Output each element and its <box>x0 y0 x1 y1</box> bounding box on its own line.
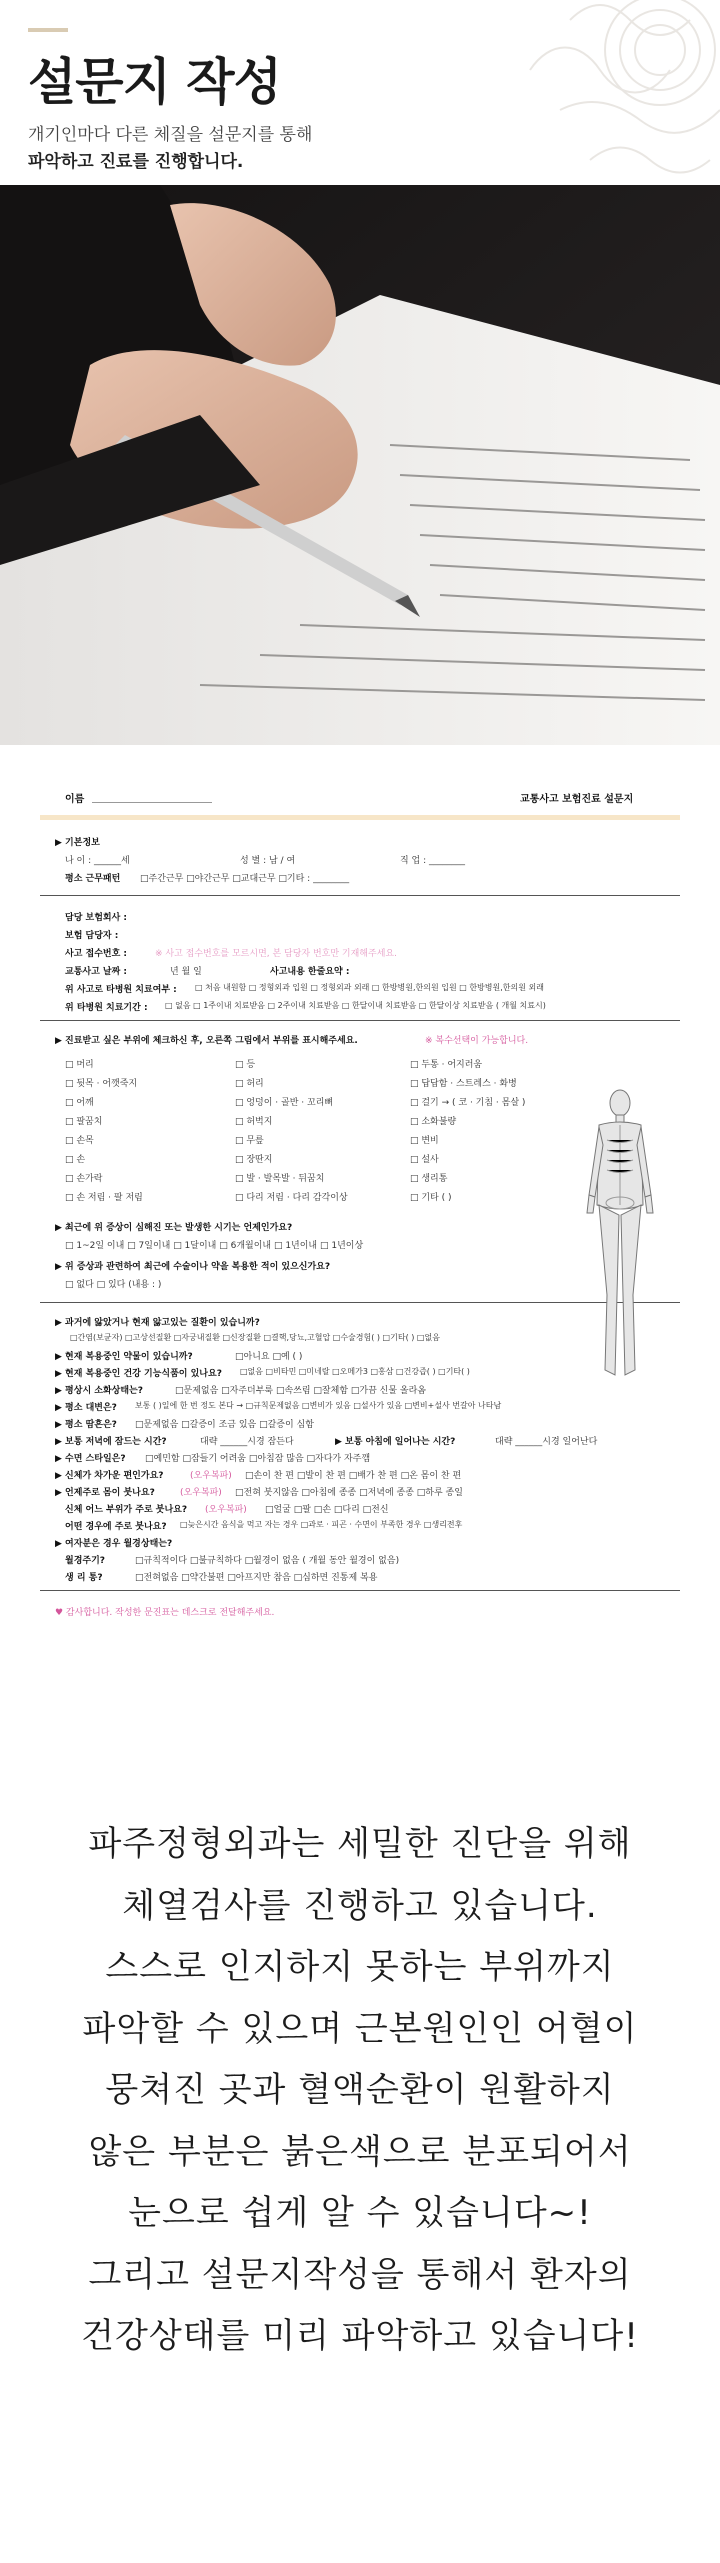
description-line: 파악할 수 있으며 근본원인인 어혈이 <box>82 2008 638 2049</box>
stool-question: ▶ 평소 대변은? <box>55 1403 117 1413</box>
description-line: 눈으로 쉽게 알 수 있습니다~! <box>128 2193 592 2233</box>
age-field: 나 이 : ______세 <box>65 856 130 866</box>
swelling-options: □전혀 붓지않음 □아침에 종종 □저녁에 종종 □하루 종일 <box>235 1488 463 1498</box>
basic-info-heading: ▶ 기본정보 <box>55 838 100 848</box>
surgery-options: □ 없다 □ 있다 (내용 : ) <box>65 1280 162 1290</box>
supplement-question: ▶ 현재 복용중인 건강 기능식품이 있나요? <box>55 1369 222 1379</box>
swelling-question: ▶ 언제주로 몸이 붓나요? <box>55 1488 155 1498</box>
accident-date-label: 교통사고 날짜 : <box>65 967 128 977</box>
pain-option: □ 두통 · 어지러움 <box>410 1060 483 1070</box>
title-accent-bar <box>28 28 68 32</box>
pain-option: □ 뒷목 · 어깻죽지 <box>65 1079 138 1089</box>
pain-option: □ 손 저림 · 팔 저림 <box>65 1193 143 1203</box>
stool-options: 보통 ( )일에 한 번 정도 본다 → □규칙문제없음 □변비가 있음 □설사가 있음 □변비+설사 번갈아 나타남 <box>135 1401 502 1410</box>
body-diagram-icon <box>585 1085 655 1390</box>
prior-treatment-label: 위 사고로 타병원 치료여부 : <box>65 985 177 995</box>
swelling-part-note: (오우복파) <box>205 1505 247 1515</box>
pain-note: ※ 복수선택이 가능합니다. <box>425 1036 529 1046</box>
sweat-options: □문제없음 □갈증이 조금 있음 □갈증이 심함 <box>135 1420 314 1430</box>
subtitle-line-1: 개기인마다 다른 체질을 설문지를 통해 <box>28 125 313 145</box>
insurance-agent-label: 보험 담당자 : <box>65 931 119 941</box>
pain-option: □ 손가락 <box>65 1174 103 1184</box>
sleep-style-options: □예민함 □잠들기 어려움 □아침잠 많음 □자다가 자주깸 <box>145 1454 371 1464</box>
pain-option: □ 소화불량 <box>410 1117 457 1127</box>
digestion-options: □문제없음 □자주더부룩 □속쓰림 □잘체함 □가끔 신물 올라옴 <box>175 1386 426 1396</box>
accident-date-fields: 년 월 일 <box>170 967 202 977</box>
description-line: 건강상태를 미리 파악하고 있습니다! <box>81 2316 639 2356</box>
page-header <box>0 0 720 185</box>
sex-field: 성 별 : 남 / 여 <box>240 856 296 866</box>
pain-option: □ 머리 <box>65 1060 94 1070</box>
page-title: 설문지 작성 <box>28 53 281 111</box>
insurance-company-label: 담당 보험회사 : <box>65 913 128 923</box>
description-line: 그리고 설문지작성을 통해서 환자의 <box>88 2254 632 2295</box>
pain-option: □ 손 <box>65 1155 86 1165</box>
female-question: ▶ 여자분은 경우 월경상태는? <box>55 1539 173 1549</box>
body-question: ▶ 신체가 차가운 편인가요? <box>55 1471 164 1481</box>
period-question: 월경주기? <box>65 1556 105 1566</box>
body-note: (오우복파) <box>190 1471 232 1481</box>
other-period-label: 위 타병원 치료기간 : <box>65 1003 148 1013</box>
period-pain-options: □전혀없음 □약간불편 □아프지만 참음 □심하면 진통제 복용 <box>135 1573 378 1583</box>
surgery-question: ▶ 위 증상과 관련하여 최근에 수술이나 약을 복용한 적이 있으신가요? <box>55 1262 331 1272</box>
divider <box>40 895 680 896</box>
period-pain-question: 생 리 통? <box>65 1573 103 1583</box>
history-options: □간염(보균자) □고상선질환 □자궁내질환 □신장질환 □결핵,당뇨,고혈압 □수술경험( ) □기타( ) □없음 <box>70 1333 440 1342</box>
pain-option: □ 팔꿈치 <box>65 1117 103 1127</box>
pain-option: □ 엉덩이 · 골반 · 꼬리뼈 <box>235 1098 334 1108</box>
divider <box>40 1590 680 1591</box>
pain-question: ▶ 진료받고 싶은 부위에 체크하신 후, 오른쪽 그림에서 부위를 표시해주세요. <box>55 1036 358 1046</box>
digestion-question: ▶ 평상시 소화상태는? <box>55 1386 143 1396</box>
pain-option: □ 발 · 발목발 · 뒤꿈치 <box>235 1174 325 1184</box>
supplement-options: □없음 □비타민 □미네랄 □오메가3 □홍삼 □건강즙( ) □기타( ) <box>240 1367 470 1376</box>
divider <box>40 1020 680 1021</box>
pain-option: □ 손목 <box>65 1136 94 1146</box>
accident-number-label: 사고 접수번호 : <box>65 949 128 959</box>
history-question: ▶ 과거에 앓았거나 현재 앓고있는 질환이 있습니까? <box>55 1318 260 1328</box>
wake-options: 대략 ______시경 일어난다 <box>495 1437 598 1447</box>
pain-option: □ 설사 <box>410 1155 439 1165</box>
name-line <box>92 802 212 803</box>
header-band <box>40 815 680 820</box>
ornament-pattern <box>410 0 720 185</box>
swelling-when-question: 어떤 경우에 주로 붓나요? <box>65 1522 167 1532</box>
pain-option: □ 허리 <box>235 1079 264 1089</box>
questionnaire-form <box>40 775 680 1785</box>
pain-option: □ 걸기 → ( 코 · 기침 · 몸살 ) <box>410 1098 526 1108</box>
name-label: 이름 <box>65 794 85 805</box>
job-field: 직 업 : ________ <box>400 856 466 866</box>
swelling-part-options: □얼굴 □팔 □손 □다리 □전신 <box>265 1505 389 1515</box>
work-pattern-options: □주간근무 □야간근무 □교대근무 □기타 : ________ <box>140 874 350 884</box>
body-options: □손이 찬 편 □발이 찬 편 □배가 찬 편 □온 몸이 찬 편 <box>245 1471 462 1481</box>
onset-options: □ 1~2일 이내 □ 7일이내 □ 1달이내 □ 6개월이내 □ 1년이내 □ 1년이상 <box>65 1241 364 1251</box>
description-line: 스스로 인지하지 못하는 부위까지 <box>105 1947 615 1987</box>
subtitle-line-2: 파악하고 진료를 진행합니다. <box>28 152 244 172</box>
description-line: 파주정형외과는 세밀한 진단을 위해 <box>88 1824 632 1864</box>
accident-detail-label: 사고내용 한줄요약 : <box>270 967 350 977</box>
pain-option: □ 허벅지 <box>235 1117 273 1127</box>
meds-question: ▶ 현재 복용중인 약물이 있습니까? <box>55 1352 193 1362</box>
wake-question: ▶ 보통 아침에 일어나는 시간? <box>335 1437 456 1447</box>
pain-option: □ 무릎 <box>235 1136 264 1146</box>
pain-option: □ 답답함 · 스트레스 · 화병 <box>410 1079 517 1089</box>
hero-photo <box>0 185 720 745</box>
spacer <box>0 745 720 775</box>
work-pattern-label: 평소 근무패턴 <box>65 874 121 884</box>
pain-option: □ 변비 <box>410 1136 439 1146</box>
description-line: 체열검사를 진행하고 있습니다. <box>122 1885 598 1926</box>
divider <box>40 1302 680 1303</box>
pain-option: □ 다리 저림 · 다리 감각이상 <box>235 1193 348 1203</box>
prior-treatment-options: □ 처음 내원함 □ 정형외과 입원 □ 정형외과 외래 □ 한방병원,한의원 입원 □ 한방병원,한의원 외래 <box>195 983 544 992</box>
pain-option: □ 등 <box>235 1060 256 1070</box>
description-block <box>0 1790 720 2470</box>
writing-hand-illustration <box>0 185 720 745</box>
pain-option: □ 기타 ( ) <box>410 1193 452 1203</box>
description-line: 않은 부분은 붉은색으로 분포되어서 <box>88 2131 632 2172</box>
doc-title: 교통사고 보험진료 설문지 <box>520 794 634 805</box>
swelling-note: (오우복파) <box>180 1488 222 1498</box>
sleep-options: 대략 ______시경 잠든다 <box>200 1437 294 1447</box>
pain-option: □ 생리통 <box>410 1174 448 1184</box>
swelling-when-options: □늦은시간 음식을 먹고 자는 경우 □과로 · 피곤 · 수면이 부족한 경우 □생리전후 <box>180 1520 463 1529</box>
onset-question: ▶ 최근에 위 증상이 심해진 또는 발생한 시기는 언제인가요? <box>55 1223 293 1233</box>
description-line: 뭉쳐진 곳과 혈액순환이 원활하지 <box>105 2070 615 2110</box>
meds-options: □아니요 □예 ( ) <box>235 1352 303 1362</box>
sweat-question: ▶ 평소 땀흔은? <box>55 1420 117 1430</box>
sleep-question: ▶ 보통 저녁에 잠드는 시간? <box>55 1437 167 1447</box>
period-options: □규칙적이다 □불규칙하다 □월경이 없음 ( 개월 동안 월경이 없음) <box>135 1556 400 1566</box>
accident-number-hint: ※ 사고 접수번호를 모르시면, 본 담당자 번호만 기재해주세요. <box>155 949 397 959</box>
swelling-part-question: 신체 어느 부위가 주로 붓나요? <box>65 1505 188 1515</box>
other-period-options: □ 없음 □ 1주이내 치료받음 □ 2주이내 치료받음 □ 한달이내 치료받음 □ 한달이상 치료받음 ( 개월 치료시) <box>165 1001 546 1010</box>
pain-option: □ 어깨 <box>65 1098 94 1108</box>
sleep-style-question: ▶ 수면 스타일은? <box>55 1454 126 1464</box>
thanks-note: ♥ 감사합니다. 작성한 문진표는 데스크로 전달해주세요. <box>55 1608 275 1618</box>
pain-option: □ 장딴지 <box>235 1155 273 1165</box>
